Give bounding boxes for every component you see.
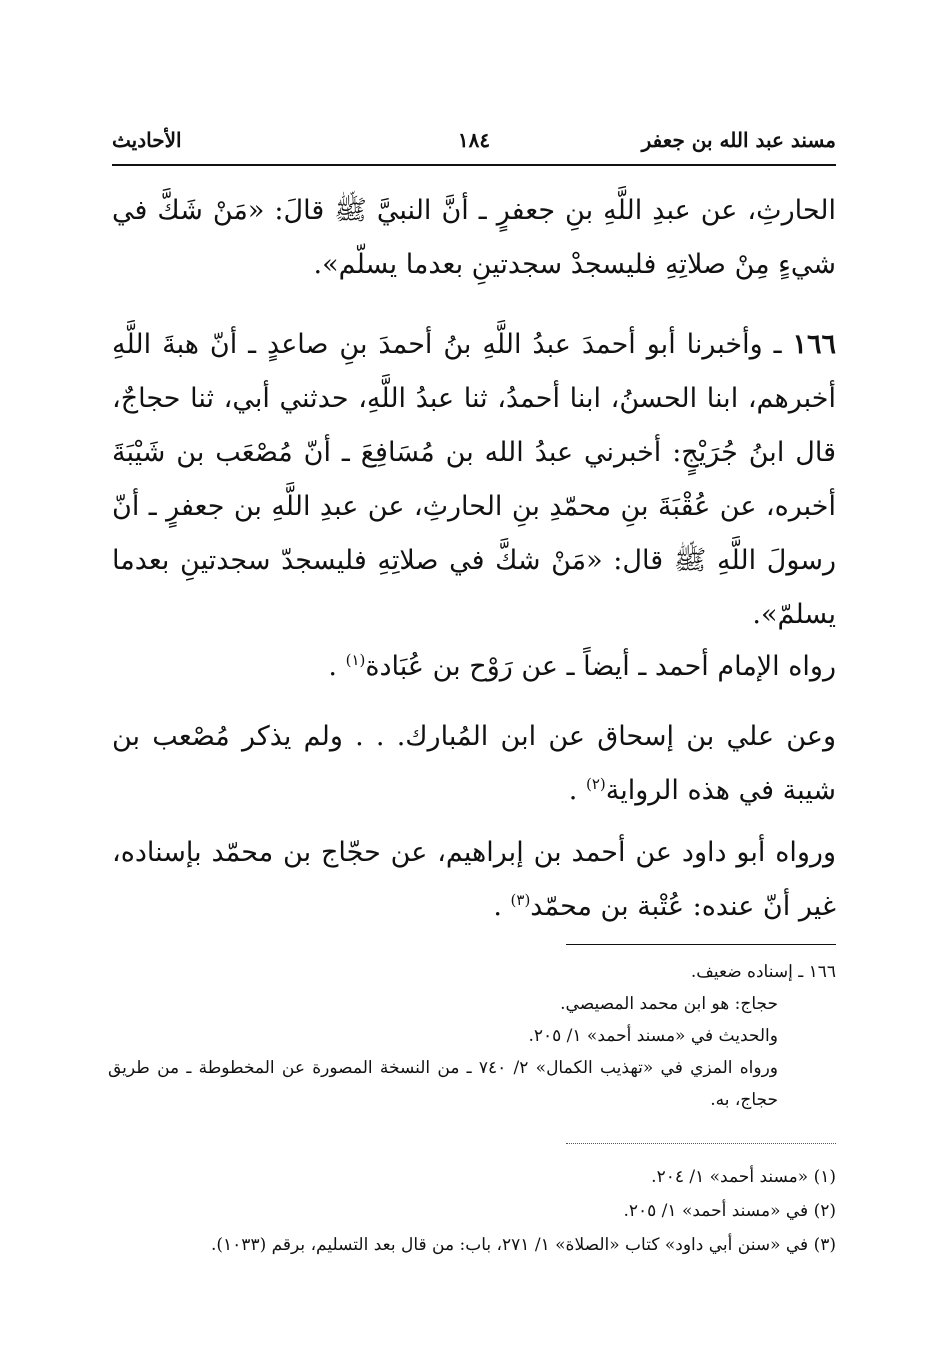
paragraph-text: ورواه أبو داود عن أحمد بن إبراهيم، عن حجّاج بن محمّد بإسناده، غير أنّ عنده: عُتْبة بن محمّد: [112, 837, 836, 922]
footnote-reference[interactable]: (١): [345, 651, 366, 669]
running-header: [112, 128, 836, 164]
header-section-title: الأحاديث: [112, 128, 182, 152]
notes-divider: [566, 944, 836, 945]
footnotes-divider: [566, 1143, 836, 1144]
hadith-paragraph: [112, 318, 836, 642]
paragraph-text: وعن علي بن إسحاق عن ابن المُبارك. . . ولم يذكر مُصْعب بن شيبة في هذه الرواية: [112, 721, 836, 806]
paragraph-period: .: [568, 775, 578, 806]
footnote-item: [108, 1228, 836, 1262]
footnote-mark: (١): [813, 1167, 836, 1187]
note-line: والحديث في «مسند أحمد» ١/ ٢٠٥.: [528, 1026, 778, 1046]
header-book-title: مسند عبد الله بن جعفر: [641, 128, 836, 152]
note-heading: [108, 956, 836, 988]
footnote-text: في «مسند أحمد» ١/ ٢٠٥.: [623, 1201, 809, 1221]
paragraph-text: الحارثِ، عن عبدِ اللَّهِ بنِ جعفرٍ ـ أنَّ النبيَّ ﷺ قالَ: «مَنْ شَكَّ في شيءٍ مِنْ صلاتِهِ فليسجدْ سجدتينِ بعدما يسلّم».: [112, 195, 836, 280]
footnote-reference[interactable]: (٣): [510, 891, 531, 909]
paragraph-continuation: [112, 184, 836, 292]
paragraph-text: رواه الإمام أحمد ـ أيضاً ـ عن رَوْح بن عُبَادة: [365, 651, 836, 682]
header-divider: [112, 164, 836, 166]
hadith-notes: [108, 956, 836, 1116]
footnote-text: في «سنن أبي داود» كتاب «الصلاة» ١/ ٢٧١، باب: من قال بعد التسليم، برقم (١٠٣٣).: [211, 1235, 809, 1255]
note-line: ورواه المزي في «تهذيب الكمال» ٢/ ٧٤٠ ـ من النسخة المصورة عن المخطوطة ـ من طريق حجاج، به.: [108, 1058, 779, 1110]
narration-paragraph: [112, 710, 836, 818]
footnote-mark: (٢): [813, 1201, 836, 1221]
narration-paragraph: [112, 826, 836, 934]
footnote-item: [108, 1194, 836, 1228]
narration-paragraph: [112, 640, 836, 694]
paragraph-period: .: [493, 891, 502, 922]
note-grading: ـ إسناده ضعيف.: [690, 962, 804, 982]
footnotes-list: [108, 1160, 836, 1262]
footnote-text: «مسند أحمد» ١/ ٢٠٤.: [651, 1167, 809, 1187]
note-number: ١٦٦: [808, 962, 836, 982]
footnote-item: [108, 1160, 836, 1194]
footnote-reference[interactable]: (٢): [585, 775, 606, 793]
paragraph-period: .: [328, 651, 337, 682]
page-number: ١٨٤: [457, 128, 491, 152]
note-line: حجاج: هو ابن محمد المصيصي.: [560, 994, 778, 1014]
paragraph-text: ـ وأخبرنا أبو أحمدَ عبدُ اللَّهِ بنُ أحمدَ بنِ صاعدٍ ـ أنّ هبةَ اللَّهِ أخبرهم، ابنا الحسنُ، ابنا أحمدُ، ثنا عبدُ اللَّهِ، حدثني أبي، ثنا حجاجٌ، قال ابنُ جُرَيْجٍ: أخبرني عبدُ الله بن مُسَافِعَ ـ أنّ مُصْعَب بن شَيْبَةَ أخبره، عن عُقْبَةَ بنِ محمّدِ بنِ الحارثِ، عن عبدِ اللَّهِ بن جعفرٍ ـ أنّ رسولَ اللَّهِ ﷺ قال: «مَنْ شكَّ في صلاتِهِ فليسجدّ سجدتينِ بعدما يسلمّ».: [112, 329, 836, 630]
footnote-mark: (٣): [813, 1235, 836, 1255]
hadith-number: ١٦٦: [792, 329, 836, 360]
